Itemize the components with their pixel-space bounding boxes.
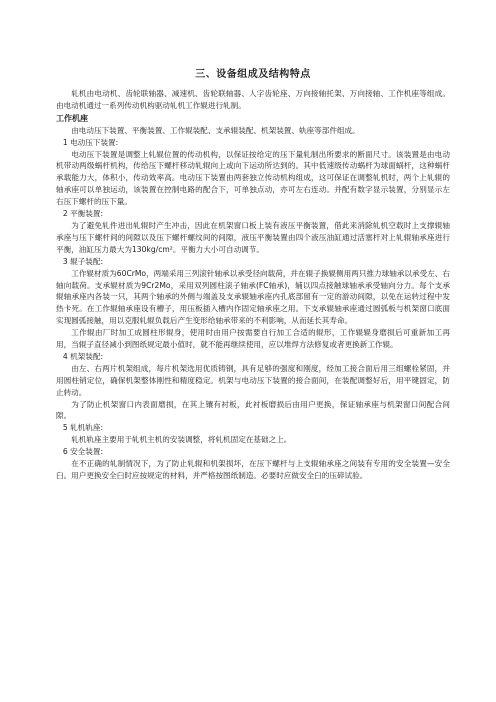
subsection-paragraph: 由左、右两片机架组成，每片机架选用优质铸钢，具有足够的强度和刚度，经加工接合面后用三组螺栓紧固，并用圆柱销定位，确保机架整体刚性和精度稳定。机架与电动压下装置的接合面间，在装配调整好后，用平键固定，防止转动。 (56, 363, 450, 397)
subsection-heading: 5 轧机轨座: (62, 423, 104, 433)
subsection-paragraph: 在不正确的轧制情况下，为了防止轧辊和机架损坏，在压下螺杆与上支辊轴承座之间装有专用的安全装置—安全臼。用户更换安全臼时应按规定的材料，并严格按图纸制造。必要时应做安全臼的压碎试验。 (56, 459, 450, 480)
subsection-heading: 2 平衡装置: (62, 209, 104, 219)
subsection-heading: 3 辊子装配: (62, 256, 104, 266)
subsection-heading: 1 电动压下装置: (62, 137, 119, 147)
subsection-heading: 6 安全装置: (62, 447, 104, 457)
intro-paragraph: 轧机由电动机、齿轮联轴器、减速机、齿轮联轴器、人字齿轮座、万向接轴托架、万向接轴、工作机座等组成。由电动机通过一系列传动机构驱动轧机工作辊进行轧制。 (56, 89, 450, 110)
subsection-paragraph: 工作辊材质为60CrMo，两端采用三列滚针轴承以承受径向载荷，并在辊子换辊侧用两只推力球轴承以承受左、右轴向载荷。支承辊材质为9Cr2Mo，采用双列圆柱滚子轴承(FC轴承)，辅以四点接触球轴承承受轴向分力。每个支承辊轴承座内各装一只，其两个轴承的外侧与端盖及支承辊轴承座内孔底部留有一定的游动间隙，以免在运转过程中发热卡死。在工作辊轴承座设有槽子，用压板插入槽内作固定轴承座之用。下支承辊轴承座通过圆弧板与机架窗口底面实现圆弧接触，用以克服轧辊负载后产生变形给轴承带来的不利影响，从而延长其寿命。 (56, 268, 450, 326)
subsection-heading: 4 机架装配: (62, 351, 104, 361)
page-title: 三、设备组成及结构特点 (195, 69, 311, 80)
subsection-paragraph: 电动压下装置是调整上轧辊位置的传动机构，以保证按给定的压下量轧制出所要求的断面尺寸。该装置是由电动机带动两级蜗杆机构，传给压下螺杆移动轧辊向上或向下运动所达到的。其中低速级传动蜗杆为球面蜗杆，这种蜗杆承载能力大，体积小，传动效率高。电动压下装置由两套独立传动机构组成，这可保证在调整轧机时，两个上轧辊的轴承座可以单独运动，该装置在控制电路的配合下，可单独点动，亦可左右连动。并配有数字显示装置，分别显示左右压下螺杆的压下量。 (56, 149, 450, 207)
subsection-list (56, 137, 450, 482)
section-heading: 工作机座 (56, 113, 88, 123)
subsection-paragraph: 为了防止机架窗口内表面磨损，在其上镶有衬板，此衬板磨损后由用户更换，保证轴承座与机架窗口间配合间隙。 (56, 399, 450, 421)
section-intro-paragraph: 由电动压下装置、平衡装置、工作辊装配、支承辊装配、机架装置、轨座等部件组成。 (71, 125, 360, 135)
subsection-paragraph: 轧机轨座主要用于轧机主机的安装调整，将轧机固定在基础之上。 (71, 435, 292, 445)
subsection-paragraph: 为了避免轧件进出轧辊时产生冲击，因此在机架窗口板上装有液压平衡装置，借此来消除轧机空载时上支撑辊轴承座与压下螺杆间的间隙以及压下螺杆螺纹间的间隙，液压平衡装置由四个液压油缸通过活塞杆对上轧辊轴承座进行平衡，油缸压力最大为130kg/cm²。平衡力大小可自动调节。 (56, 220, 450, 254)
subsection-paragraph: 工作辊由厂时加工成圆柱形辊身，使用时由用户按需要自行加工合适的辊形，工作辊辊身磨损后可重新加工再用，当辊子直径减小到图纸规定最小值时，就不能再继续使用，应以堆焊方法修复或者更换新工作辊。 (56, 328, 450, 350)
